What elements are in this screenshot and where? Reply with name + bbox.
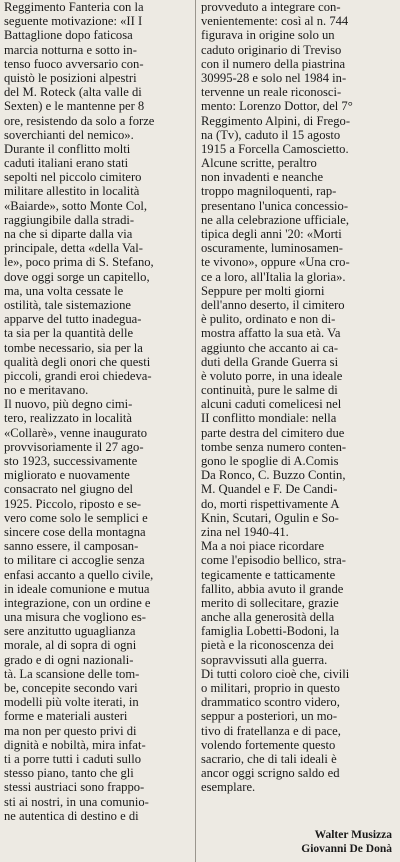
article-text-line: grado e di ogni nazionali-: [4, 652, 134, 667]
article-text-line: sopravvissuti alla guerra.: [201, 652, 328, 667]
article-text-line: Alcune scritte, peraltro: [201, 156, 317, 171]
article-text-line: tervenne un reale riconosci-: [201, 85, 342, 100]
article-text-line: provveduto a integrare con-: [201, 0, 341, 14]
article-text-line: «Collarè», venne inaugurato: [4, 425, 148, 440]
article-text-line: no e meritavano.: [4, 383, 89, 398]
article-text-line: ore, resistendo da solo a forze: [4, 113, 155, 128]
article-text-line: quistò le posizioni alpestri: [4, 70, 137, 85]
article-text-line: tenso fuoco avversario con-: [4, 56, 144, 71]
article-text-line: mento: Lorenzo Dottor, del 7°: [201, 99, 353, 114]
article-text-line: pietà e la riconoscenza dei: [201, 638, 334, 653]
article-text-line: merito di sollecitare, grazie: [201, 595, 339, 610]
article-text-line: tombe necessario, sia per la: [4, 340, 143, 355]
article-text-line: na (Tv), caduto il 15 agosto: [201, 127, 341, 142]
article-text-line: M. Quandel e F. De Candi-: [201, 482, 338, 497]
article-text-line: è pulito, ordinato e non di-: [201, 312, 336, 327]
article-text-line: tero, realizzato in località: [4, 411, 132, 426]
article-text-line: Sexten) e le mantenne per 8: [4, 99, 145, 114]
article-text-line: del M. Roteck (alta valle di: [4, 85, 142, 100]
article-text-line: o militari, proprio in questo: [201, 681, 340, 695]
article-text-line: ne alla celebrazione ufficiale,: [201, 212, 350, 227]
article-text-line: 1915 a Forcella Camoscietto.: [201, 141, 349, 156]
article-text-line: dove oggi sorge un capitello,: [4, 269, 150, 284]
article-text-line: gono le spoglie di A.Comis: [201, 454, 339, 468]
article-text-line: militare allestito in località: [4, 184, 140, 199]
article-text-line: 30995-28 e solo nel 1984 in-: [201, 70, 347, 85]
article-text-line: forme e materiali austeri: [4, 709, 128, 724]
article-text-line: sepolti nel piccolo cimitero: [4, 170, 142, 185]
article-text-line: drammatico scontro videro,: [201, 695, 340, 710]
article-text-line: Da Ronco, C. Buzzo Contin,: [201, 468, 346, 483]
article-text-line: venientemente: così al n. 744: [201, 14, 349, 29]
article-text-line: «Baiarde», sotto Monte Col,: [4, 198, 148, 213]
article-column-left: [4, 0, 192, 823]
article-text-line: caduti italiani erano stati: [4, 156, 129, 171]
article-text-line: famiglia Lobetti-Bodoni, la: [201, 624, 340, 639]
article-text-line: sere anzitutto uguaglianza: [4, 624, 136, 639]
article-text-line: ostilità, tale sistemazione: [4, 297, 131, 312]
article-text-line: vero come solo le semplici e: [4, 510, 148, 525]
article-text-line: raggiungibile dalla stradi-: [4, 212, 135, 227]
article-text-line: anche alla generosità della: [201, 610, 335, 625]
article-text-line: Reggimento Alpini, di Frego-: [201, 113, 351, 128]
article-text-line: oscuramente, luminosamen-: [201, 241, 343, 256]
article-text-line: be, concepite secondo vari: [4, 681, 138, 695]
article-text-line: qualità degli onori che questi: [4, 354, 151, 369]
article-text-line: morale, al di sopra di ogni: [4, 638, 137, 653]
article-column-right: [201, 0, 396, 795]
article-text-line: mostra affatto la sua età. Va: [201, 326, 341, 341]
article-text-line: ce a loro, all'Italia la gloria».: [201, 269, 346, 284]
article-text-line: figurava in origine solo un: [201, 28, 335, 43]
article-text-line: le», poco prima di S. Stefano,: [4, 255, 154, 270]
article-text-line: sacrario, che di tali ideali è: [201, 751, 337, 766]
article-text-line: tombe senza numero conten-: [201, 439, 347, 454]
article-text-line: continuità, pure le salme di: [201, 383, 338, 398]
author-name: Walter Musizza: [314, 829, 392, 841]
article-text-line: sanno essere, il camposan-: [4, 539, 139, 554]
article-text-line: Reggimento Fanteria con la: [4, 0, 144, 14]
article-text-line: soverchianti del nemico».: [4, 127, 134, 142]
article-text-line: caduto originario di Treviso: [201, 42, 342, 57]
article-text-line: non invadenti e neanche: [201, 170, 324, 185]
article-text-line: seguente motivazione: «II I: [4, 14, 143, 29]
article-text-line: provvisoriamente il 27 ago-: [4, 439, 144, 454]
article-text-line: ma, una volta cessate le: [4, 283, 124, 298]
article-text-line: Battaglione dopo faticosa: [4, 28, 133, 43]
article-text-line: do, morti rispettivamente A: [201, 496, 340, 511]
article-text-line: sincere cose della montagna: [4, 524, 146, 539]
article-text-line: Knin, Scutari, Ogulin e So-: [201, 510, 339, 525]
article-text-line: come l'episodio bellico, stra-: [201, 553, 346, 568]
article-text-line: è voluto porre, in una ideale: [201, 368, 343, 383]
article-text-line: con il numero della piastrina: [201, 56, 346, 71]
article-text-line: II conflitto mondiale: nella: [201, 411, 337, 426]
article-text-line: ancor oggi scrigno saldo ed: [201, 766, 340, 781]
article-text-line: dell'anno deserto, il cimitero: [201, 297, 345, 312]
article-text-line: tà. La scansione delle tom-: [4, 666, 140, 681]
article-text-line: duti della Grande Guerra si: [201, 354, 339, 369]
article-text-line: migliorato e nuovamente: [4, 468, 130, 483]
article-text-line: apparve del tutto inadegua-: [4, 312, 142, 327]
article-text-line: modelli più volte iterati, in: [4, 695, 139, 710]
article-text-line: Durante il conflitto molti: [4, 141, 131, 156]
article-text-line: piccoli, grandi eroi chiedeva-: [4, 368, 152, 383]
article-text-line: to militare ci accoglie senza: [4, 553, 145, 568]
article-text-line: tipica degli anni '20: «Morti: [201, 227, 342, 241]
article-text-line: presentano l'unica concessio-: [201, 198, 349, 213]
article-text-line: stessi austriaci sono frappo-: [4, 780, 145, 795]
article-text-line: integrazione, con un ordine e: [4, 595, 151, 610]
article-text-line: aggiunto che accanto ai ca-: [201, 340, 339, 355]
article-signature: [301, 828, 392, 856]
article-text-line: Seppure per molti giorni: [201, 283, 325, 298]
article-text-line: 1925. Piccolo, riposto e se-: [4, 496, 142, 511]
article-text-line: principale, detta «della Val-: [4, 241, 143, 256]
article-text-line: ti a porre tutti i caduti sullo: [4, 751, 142, 766]
article-text-line: stesso piano, tanto che gli: [4, 766, 134, 781]
article-text-line: esemplare.: [201, 780, 256, 795]
article-text-line: Di tutti coloro cioè che, civili: [201, 666, 350, 681]
article-text-line: zina nel 1940-41.: [201, 524, 289, 539]
article-text-line: seppur a posteriori, un mo-: [201, 709, 338, 724]
article-text-line: in ideale comunione e mutua: [4, 581, 150, 596]
article-text-line: ne autentica di destino e di: [4, 808, 139, 823]
author-name: Giovanni De Donà: [301, 843, 392, 855]
article-text-line: volendo fortemente questo: [201, 737, 336, 752]
column-divider: [195, 0, 196, 862]
article-text-line: dignità e nobiltà, mira infat-: [4, 737, 146, 752]
article-text-line: na che si diparte dalla via: [4, 227, 133, 241]
article-text-line: Il nuovo, più degno cimi-: [4, 397, 133, 412]
article-text-line: parte destra del cimitero due: [201, 425, 345, 440]
article-text-line: te vivono», oppure «Una cro-: [201, 255, 350, 270]
article-text-line: fallito, abbia avuto il grande: [201, 581, 344, 596]
article-text-line: sto 1923, successivamente: [4, 454, 138, 468]
article-text-line: Ma a noi piace ricordare: [201, 539, 325, 554]
article-text-line: ta sia per la quantità delle: [4, 326, 134, 341]
article-text-line: sti ai nostri, in una comunio-: [4, 794, 149, 809]
article-text-line: una misura che vogliono es-: [4, 610, 146, 625]
article-text-line: tegicamente e tatticamente: [201, 567, 336, 582]
article-text-line: consacrato nel giugno del: [4, 482, 134, 497]
article-text-line: marcia notturna e sotto in-: [4, 42, 137, 57]
article-text-line: troppo magniloquenti, rap-: [201, 184, 337, 199]
article-text-line: alcuni caduti comelicesi nel: [201, 397, 342, 412]
article-text-line: enfasi accanto a quello civile,: [4, 567, 154, 582]
article-text-line: ma non per questo privi di: [4, 723, 137, 738]
article-text-line: tivo di fratellanza e di pace,: [201, 723, 341, 738]
